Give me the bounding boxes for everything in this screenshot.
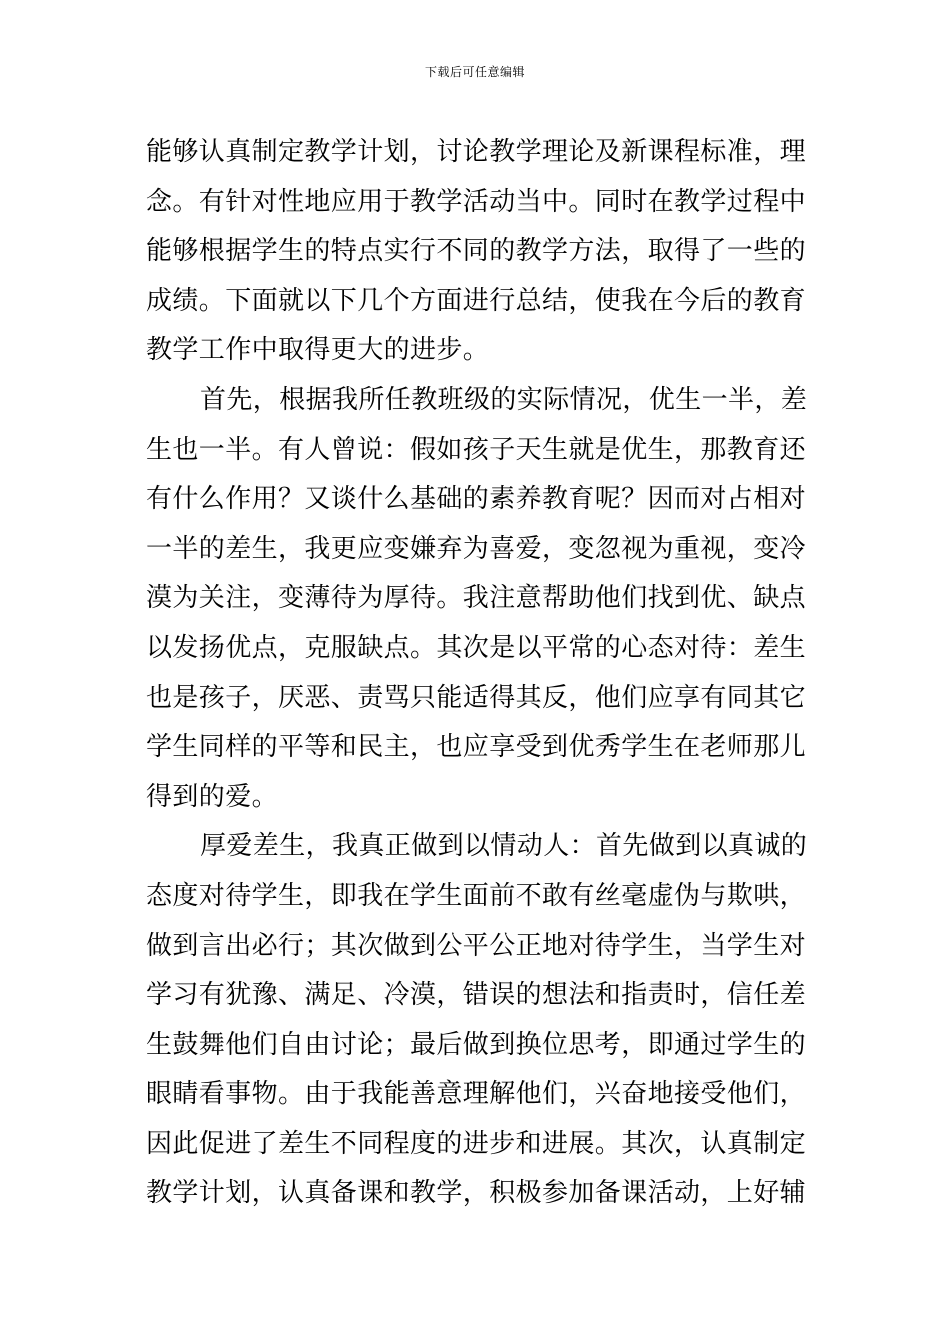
text-line: 也是孩子，厌恶、责骂只能适得其反，他们应享有同其它	[146, 682, 807, 713]
text-line: 眼睛看事物。由于我能善意理解他们，兴奋地接受他们，	[146, 1079, 807, 1110]
text-line: 一半的差生，我更应变嫌弃为喜爱，变忽视为重视，变冷	[146, 533, 807, 564]
text-line: 教学工作中取得更大的进步。	[146, 335, 490, 366]
text-line: 学生同样的平等和民主，也应享受到优秀学生在老师那儿	[146, 732, 807, 763]
text-line: 以发扬优点，克服缺点。其次是以平常的心态对待：差生	[146, 632, 807, 663]
text-line: 有什么作用？又谈什么基础的素养教育呢？因而对占相对	[146, 484, 807, 515]
text-line: 做到言出必行；其次做到公平公正地对待学生，当学生对	[146, 930, 807, 961]
text-line: 生鼓舞他们自由讨论；最后做到换位思考，即通过学生的	[146, 1029, 807, 1060]
text-line: 因此促进了差生不同程度的进步和进展。其次，认真制定	[146, 1128, 807, 1159]
text-line: 能够认真制定教学计划，讨论教学理论及新课程标准，理	[146, 137, 807, 167]
paragraph-start-line: 厚爱差生，我真正做到以情动人：首先做到以真诚的	[200, 831, 808, 862]
paragraph-start-line: 首先，根据我所任教班级的实际情况，优生一半，差	[200, 384, 808, 415]
document-body	[146, 128, 810, 1219]
text-line: 能够根据学生的特点实行不同的教学方法，取得了一些的	[146, 236, 807, 267]
text-line: 学习有犹豫、满足、冷漠，错误的想法和指责时，信任差	[146, 980, 807, 1011]
text-line: 得到的爱。	[146, 781, 279, 812]
text-line: 成绩。下面就以下几个方面进行总结，使我在今后的教育	[146, 285, 807, 316]
text-line: 教学计划，认真备课和教学，积极参加备课活动，上好辅	[146, 1178, 807, 1209]
text-line: 念。有针对性地应用于教学活动当中。同时在教学过程中	[146, 186, 807, 217]
text-line: 漠为关注，变薄待为厚待。我注意帮助他们找到优、缺点	[146, 583, 807, 614]
text-line: 生也一半。有人曾说：假如孩子天生就是优生，那教育还	[146, 434, 807, 465]
text-line: 态度对待学生，即我在学生面前不敢有丝毫虚伪与欺哄，	[146, 880, 807, 911]
page-header: 下载后可任意编辑	[424, 65, 525, 79]
